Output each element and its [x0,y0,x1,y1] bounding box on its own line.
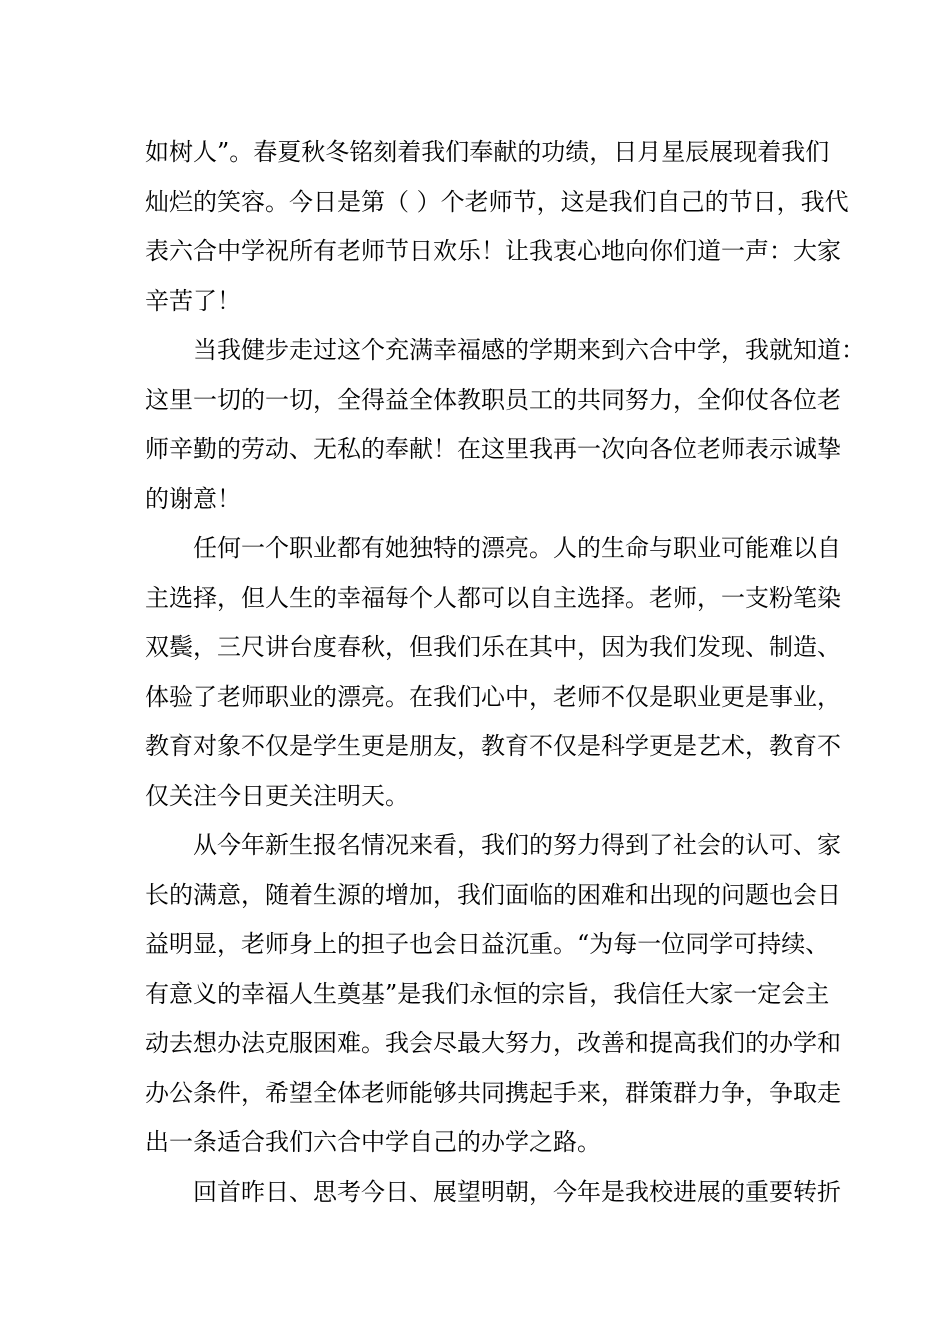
text-line-22: 回首昨日、思考今日、展望明朝，今年是我校进展的重要转折 [193,1177,841,1206]
text-line-4: 辛苦了！ [145,286,241,315]
text-line-6: 这里一切的一切，全得益全体教职员工的共同努力，全仰仗各位老 [145,385,841,414]
text-line-1: 如树人”。春夏秋冬铭刻着我们奉献的功绩，日月星辰展现着我们 [145,138,830,166]
text-line-3: 表六合中学祝所有老师节日欢乐！让我衷心地向你们道一声：大家 [145,237,841,265]
text-line-10: 主选择，但人生的幸福每个人都可以自主选择。老师，一支粉笔染 [145,583,841,612]
text-line-13: 教育对象不仅是学生更是朋友，教育不仅是科学更是艺术，教育不 [145,732,841,760]
text-line-21: 出一条适合我们六合中学自己的办学之路。 [145,1128,601,1156]
text-line-5: 当我健步走过这个充满幸福感的学期来到六合中学，我就知道： [193,336,865,364]
document-body [145,128,865,1217]
text-line-20: 办公条件，希望全体老师能够共同携起手来，群策群力争，争取走 [145,1078,841,1107]
text-line-19: 动去想办法克服困难。我会尽最大努力，改善和提高我们的办学和 [145,1029,841,1057]
text-line-2: 灿烂的笑容。今日是第（ ）个老师节，这是我们自己的节日，我代 [145,187,849,216]
text-line-14: 仅关注今日更关注明天。 [145,781,409,810]
text-line-7: 师辛勤的劳动、无私的奉献！在这里我再一次向各位老师表示诚挚 [145,435,841,463]
text-line-16: 长的满意，随着生源的增加，我们面临的困难和出现的问题也会日 [145,880,841,909]
text-line-9: 任何一个职业都有她独特的漂亮。人的生命与职业可能难以自 [193,534,841,562]
text-line-8: 的谢意！ [145,484,241,513]
text-line-18: 有意义的幸福人生奠基”是我们永恒的宗旨，我信任大家一定会主 [145,979,830,1008]
text-line-15: 从今年新生报名情况来看，我们的努力得到了社会的认可、家 [193,831,841,859]
text-line-11: 双鬓，三尺讲台度春秋，但我们乐在其中，因为我们发现、制造、 [145,633,841,661]
text-line-17: 益明显，老师身上的担子也会日益沉重。“为每一位同学可持续、 [145,930,830,958]
text-line-12: 体验了老师职业的漂亮。在我们心中，老师不仅是职业更是事业， [145,682,841,711]
